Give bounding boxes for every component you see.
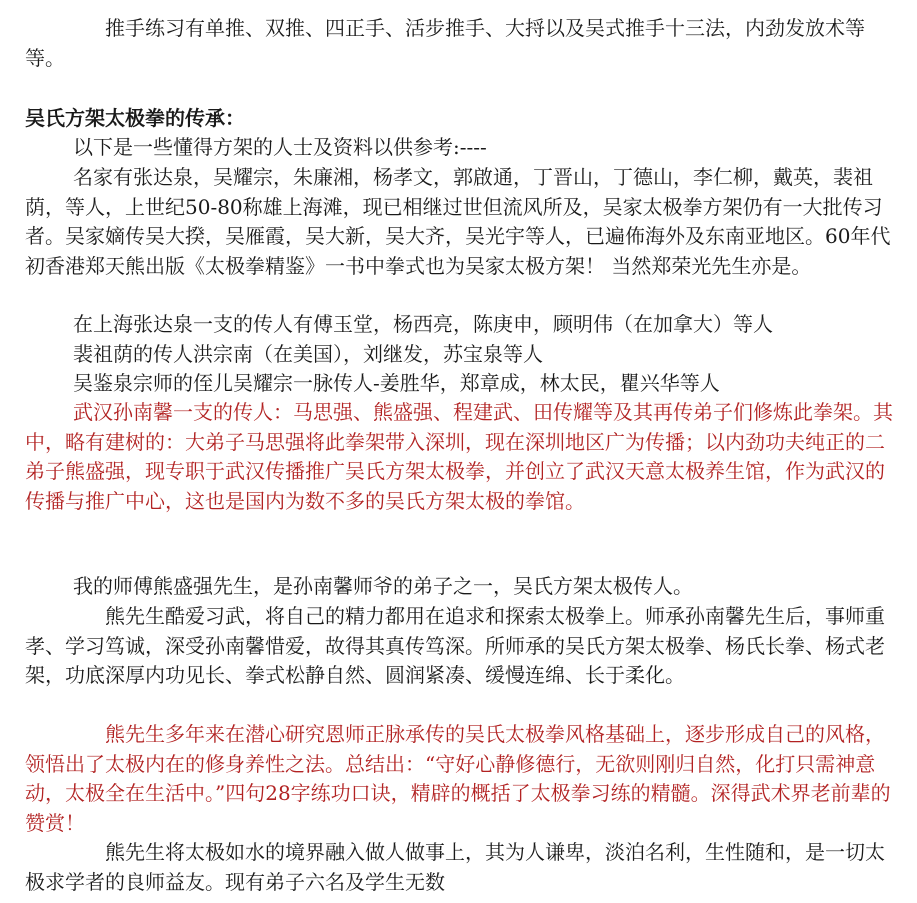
section-heading-lineage: 吴氏方架太极拳的传承： bbox=[25, 106, 245, 130]
paragraph-my-teacher: 我的师傅熊盛强先生，是孙南馨师爷的弟子之一，吴氏方架太极传人。 bbox=[73, 574, 693, 598]
paragraph-push-hands: 推手练习有单推、双推、四正手、活步推手、大捋以及吴式推手十三法，内劲发放术等等。 bbox=[25, 16, 865, 70]
paragraph-teacher-character: 熊先生将太极如水的境界融入做人做事上，其为人谦卑，淡泊名利，生性随和，是一切太极求学者的良师益友。现有弟子六名及学生无数 bbox=[25, 840, 885, 894]
paragraph-pei-lineage: 裴祖荫的传人洪宗南（在美国），刘继发，苏宝泉等人 bbox=[73, 342, 543, 366]
paragraph-teacher-training: 熊先生酷爱习武，将自己的精力都用在追求和探索太极拳上。师承孙南馨先生后，事师重孝、学习笃诚，深受孙南馨惜爱，故得其真传笃深。所师承的吴氏方架太极拳、杨氏长拳、杨式老架，功底深厚内功见长、拳式松静自然、圆润紧凑、缓慢连绵、长于柔化。 bbox=[25, 604, 885, 687]
paragraph-teacher-style: 熊先生多年来在潜心研究恩师正脉承传的吴氏太极拳风格基础上，逐步形成自己的风格，领悟出了太极内在的修身养性之法。总结出：“守好心静修德行，无欲则刚归自然，化打只需神意动，太极全在生活中。”四句28字练功口诀，精辟的概括了太极拳习练的精髓。深得武术界老前辈的赞赏！ bbox=[25, 722, 891, 835]
paragraph-masters: 名家有张达泉，吴耀宗，朱廉湘，杨孝文，郭啟通，丁晋山，丁德山，李仁柳，戴英，裴祖荫，等人，上世纪50-80称雄上海滩，现已相继过世但流风所及，吴家太极拳方架仍有一大批传习者。吴家嫡传吴大揆，吴雁霞，吴大新，吴大齐，吴光宇等人，已遍佈海外及东南亚地区。60年代初香港郑天熊出版《太极拳精鉴》一书中拳式也为吴家太极方架！ 当然郑荣光先生亦是。 bbox=[25, 165, 891, 278]
paragraph-shanghai-lineage: 在上海张达泉一支的传人有傅玉堂，杨西亮，陈庚申，顾明伟（在加拿大）等人 bbox=[73, 312, 773, 336]
paragraph-intro: 以下是一些懂得方架的人士及资料以供参考:---- bbox=[73, 135, 487, 159]
paragraph-wu-yaozong-lineage: 吴鉴泉宗师的侄儿吴耀宗一脉传人-姜胜华，郑章成，林太民，瞿兴华等人 bbox=[73, 371, 720, 395]
paragraph-wuhan-lineage: 武汉孙南馨一支的传人：马思强、熊盛强、程建武、田传耀等及其再传弟子们修炼此拳架。其中，略有建树的：大弟子马思强将此拳架带入深圳，现在深圳地区广为传播；以内劲功夫纯正的二弟子熊盛强，现专职于武汉传播推广吴氏方架太极拳，并创立了武汉天意太极养生馆，作为武汉的传播与推广中心，这也是国内为数不多的吴氏方架太极的拳馆。 bbox=[25, 400, 893, 513]
